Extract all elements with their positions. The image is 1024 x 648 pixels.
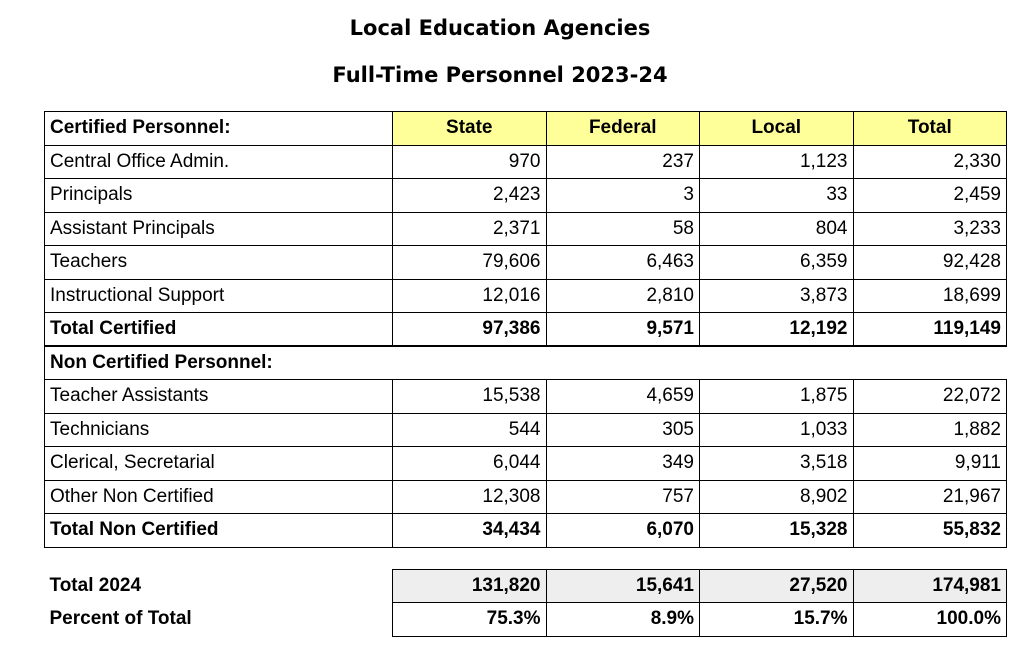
table-row bbox=[45, 380, 1007, 414]
total-certified-row bbox=[45, 313, 1007, 347]
table-row bbox=[45, 212, 1007, 246]
cell-federal: 6,463 bbox=[546, 246, 700, 280]
row-label: Teachers bbox=[45, 246, 393, 280]
row-label: Total 2024 bbox=[49, 574, 142, 596]
header-row bbox=[45, 112, 1007, 146]
personnel-table bbox=[44, 111, 1007, 637]
cell-state: 79,606 bbox=[393, 246, 547, 280]
cell-total: 55,832 bbox=[853, 514, 1007, 548]
row-label: Percent of Total bbox=[49, 608, 192, 630]
cell-state: 2,423 bbox=[393, 179, 547, 213]
cell-state: 34,434 bbox=[393, 514, 547, 548]
column-header-federal: Federal bbox=[546, 112, 700, 146]
cell-local: 12,192 bbox=[700, 313, 854, 347]
row-label: Other Non Certified bbox=[45, 480, 393, 514]
cell-state: 15,538 bbox=[393, 380, 547, 414]
column-header-total: Total bbox=[853, 112, 1007, 146]
cell-local: 6,359 bbox=[700, 246, 854, 280]
cell-federal: 4,659 bbox=[546, 380, 700, 414]
cell-federal: 8.9% bbox=[546, 603, 700, 637]
cell-local: 1,033 bbox=[700, 413, 854, 447]
cell-total: 18,699 bbox=[853, 279, 1007, 313]
cell-total: 92,428 bbox=[853, 246, 1007, 280]
cell-local: 3,873 bbox=[700, 279, 854, 313]
cell-federal: 58 bbox=[546, 212, 700, 246]
section-row-non-certified bbox=[45, 346, 1007, 380]
cell-state: 75.3% bbox=[393, 603, 547, 637]
cell-total: 21,967 bbox=[853, 480, 1007, 514]
cell-total: 9,911 bbox=[853, 447, 1007, 481]
cell-state: 12,308 bbox=[393, 480, 547, 514]
cell-state: 970 bbox=[393, 145, 547, 179]
cell-state: 6,044 bbox=[393, 447, 547, 481]
cell-local: 33 bbox=[700, 179, 854, 213]
row-label: Technicians bbox=[45, 413, 393, 447]
column-header-state: State bbox=[393, 112, 547, 146]
column-header-local: Local bbox=[700, 112, 854, 146]
cell-total: 100.0% bbox=[853, 603, 1007, 637]
table-row bbox=[45, 145, 1007, 179]
cell-state: 97,386 bbox=[393, 313, 547, 347]
row-label: Total Certified bbox=[45, 313, 393, 347]
page-title: Local Education Agencies bbox=[349, 16, 651, 40]
cell-total: 2,330 bbox=[853, 145, 1007, 179]
cell-federal: 237 bbox=[546, 145, 700, 179]
cell-local: 15,328 bbox=[700, 514, 854, 548]
cell-total: 3,233 bbox=[853, 212, 1007, 246]
percent-row bbox=[45, 603, 1007, 637]
section-header-non-certified: Non Certified Personnel: bbox=[45, 346, 393, 380]
cell-total: 22,072 bbox=[853, 380, 1007, 414]
cell-local: 27,520 bbox=[700, 569, 854, 603]
cell-federal: 349 bbox=[546, 447, 700, 481]
row-label: Principals bbox=[45, 179, 393, 213]
section-header-certified: Certified Personnel: bbox=[45, 112, 393, 146]
cell-federal: 757 bbox=[546, 480, 700, 514]
cell-local: 3,518 bbox=[700, 447, 854, 481]
grand-total-row bbox=[45, 569, 1007, 603]
row-label: Clerical, Secretarial bbox=[45, 447, 393, 481]
cell-local: 15.7% bbox=[700, 603, 854, 637]
cell-local: 804 bbox=[700, 212, 854, 246]
cell-federal: 6,070 bbox=[546, 514, 700, 548]
row-label: Teacher Assistants bbox=[45, 380, 393, 414]
spacer-row bbox=[45, 547, 1007, 569]
table-row bbox=[45, 447, 1007, 481]
cell-state: 2,371 bbox=[393, 212, 547, 246]
row-label: Total Non Certified bbox=[45, 514, 393, 548]
table-row bbox=[45, 413, 1007, 447]
cell-total: 2,459 bbox=[853, 179, 1007, 213]
row-label: Central Office Admin. bbox=[45, 145, 393, 179]
table-row bbox=[45, 246, 1007, 280]
cell-federal: 15,641 bbox=[546, 569, 700, 603]
table-row bbox=[45, 279, 1007, 313]
cell-federal: 3 bbox=[546, 179, 700, 213]
cell-total: 1,882 bbox=[853, 413, 1007, 447]
table-row bbox=[45, 179, 1007, 213]
cell-federal: 9,571 bbox=[546, 313, 700, 347]
cell-federal: 2,810 bbox=[546, 279, 700, 313]
total-non-certified-row bbox=[45, 514, 1007, 548]
table-row bbox=[45, 480, 1007, 514]
cell-state: 544 bbox=[393, 413, 547, 447]
cell-total: 119,149 bbox=[853, 313, 1007, 347]
cell-local: 8,902 bbox=[700, 480, 854, 514]
cell-local: 1,875 bbox=[700, 380, 854, 414]
page-subtitle: Full-Time Personnel 2023-24 bbox=[332, 63, 668, 87]
cell-state: 12,016 bbox=[393, 279, 547, 313]
cell-total: 174,981 bbox=[853, 569, 1007, 603]
row-label: Instructional Support bbox=[45, 279, 393, 313]
cell-federal: 305 bbox=[546, 413, 700, 447]
cell-state: 131,820 bbox=[393, 569, 547, 603]
cell-local: 1,123 bbox=[700, 145, 854, 179]
row-label: Assistant Principals bbox=[45, 212, 393, 246]
